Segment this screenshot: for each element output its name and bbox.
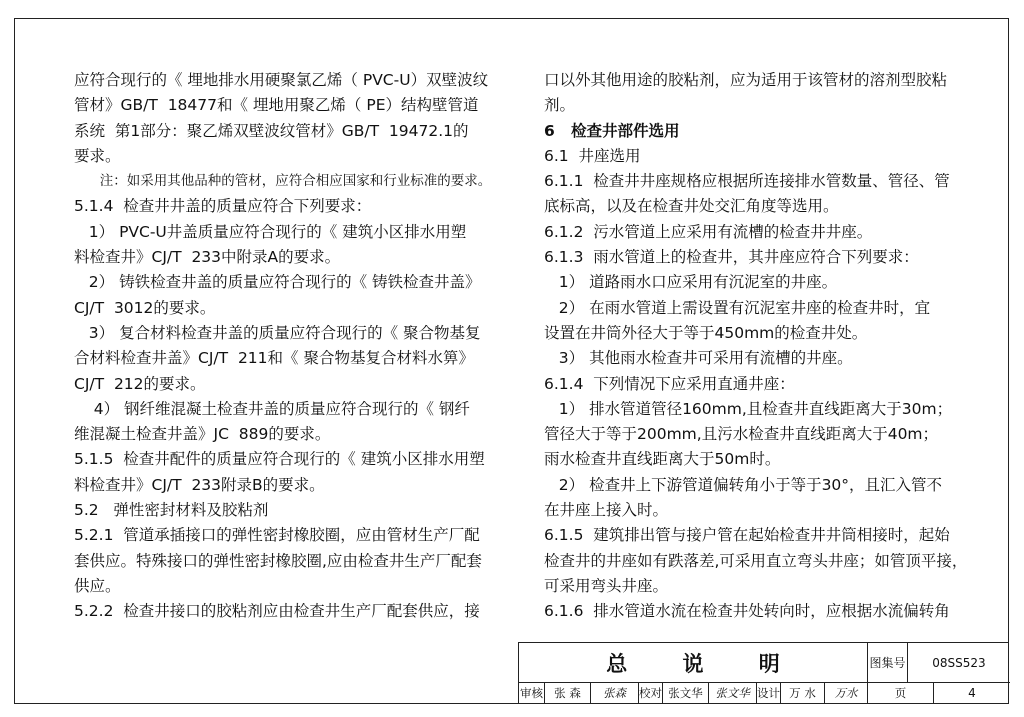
text-line: 雨水检查井直线距离大于50m时。 [544, 450, 781, 469]
text-line: 套供应。特殊接口的弹性密封橡胶圈,应由检查井生产厂配套 [74, 551, 482, 570]
text-line: 管径大于等于200mm,且污水检查井直线距离大于40m； [544, 425, 939, 444]
reviewer-signature: 张森 [591, 683, 639, 703]
text-line: 1） PVC-U井盖质量应符合现行的《 建筑小区排水用塑 [74, 222, 467, 241]
text-line: 应符合现行的《 埋地排水用硬聚氯乙烯（ PVC-U）双壁波纹 [74, 71, 489, 89]
drawing-title: 总 说 明 [519, 643, 868, 683]
note-line: 注：如采用其他品种的管材，应符合相应国家和行业标准的要求。 [74, 173, 492, 190]
text-line: 可采用弯头井座。 [544, 576, 669, 595]
page-number: 4 [968, 686, 976, 700]
page-label: 页 [868, 683, 934, 703]
text-line: 管材》GB/T 18477和《 埋地用聚乙烯（ PE）结构壁管道 [74, 96, 479, 115]
text-line: 3） 其他雨水检查井可采用有流槽的井座。 [544, 349, 853, 368]
text-line: CJ/T 3012的要求。 [74, 298, 216, 317]
text-line: CJ/T 212的要求。 [74, 374, 206, 393]
text-line: 6.1.5 建筑排出管与接户管在起始检查井井筒相接时，起始 [544, 526, 950, 545]
text-line: 5.2 弹性密封材料及胶粘剂 [74, 501, 269, 520]
text-line: 6.1 井座选用 [544, 146, 641, 165]
left-text-column [74, 68, 514, 625]
text-line: 1） 排水管道管径160mm,且检查井直线距离大于30m； [544, 399, 953, 418]
right-text-column [544, 68, 968, 625]
text-line: 6.1.3 雨水管道上的检查井，其井座应符合下列要求： [544, 248, 919, 267]
text-line: 设置在井筒外径大于等于450mm的检查井处。 [544, 323, 868, 342]
text-line: 5.1.5 检查井配件的质量应符合现行的《 建筑小区排水用塑 [74, 450, 485, 469]
designer-name: 万 水 [781, 683, 825, 703]
designer-signature: 万水 [825, 683, 868, 703]
title-block [518, 642, 1009, 704]
text-line: 底标高，以及在检查井处交汇角度等选用。 [544, 197, 839, 216]
text-line: 2） 在雨水管道上需设置有沉泥室井座的检查井时，宜 [544, 298, 931, 317]
text-line: 6.1.1 检查井井座规格应根据所连接排水管数量、管径、管 [544, 172, 950, 191]
checker-name: 张文华 [663, 683, 709, 703]
text-line: 供应。 [74, 576, 121, 595]
text-line: 2） 铸铁检查井盖的质量应符合现行的《 铸铁检查井盖》 [74, 273, 481, 292]
check-label: 校对 [639, 683, 663, 703]
text-line: 料检查井》CJ/T 233中附录A的要求。 [74, 248, 341, 267]
section-heading: 6 检查井部件选用 [544, 121, 680, 140]
text-line: 6.1.4 下列情况下应采用直通井座： [544, 374, 795, 393]
reviewer-name: 张 森 [545, 683, 591, 703]
text-line: 剂。 [544, 96, 576, 115]
text-line: 合材料检查井盖》CJ/T 211和《 聚合物基复合材料水箅》 [74, 349, 474, 368]
text-line: 6.1.6 排水管道水流在检查井处转向时，应根据水流偏转角 [544, 602, 950, 621]
text-line: 要求。 [74, 146, 121, 165]
text-line: 1） 道路雨水口应采用有沉泥室的井座。 [544, 273, 838, 292]
text-line: 料检查井》CJ/T 233附录B的要求。 [74, 475, 325, 494]
text-line: 5.1.4 检查井井盖的质量应符合下列要求： [74, 197, 372, 216]
atlas-number: 08SS523 [908, 643, 1010, 683]
review-label: 审核 [519, 683, 545, 703]
checker-signature: 张文华 [709, 683, 757, 703]
text-line: 检查井的井座如有跌落差,可采用直立弯头井座；如管顶平接， [544, 551, 968, 570]
text-line: 4） 钢纤维混凝土检查井盖的质量应符合现行的《 钢纤 [74, 399, 470, 418]
text-line: 系统 第1部分：聚乙烯双壁波纹管材》GB/T 19472.1的 [74, 121, 469, 140]
signature-row [519, 683, 934, 703]
text-line: 2） 检查井上下游管道偏转角小于等于30°，且汇入管不 [544, 475, 943, 494]
text-line: 维混凝土检查井盖》JC 889的要求。 [74, 425, 331, 444]
text-line: 口以外其他用途的胶粘剂，应为适用于该管材的溶剂型胶粘 [544, 71, 948, 89]
text-line: 在井座上接入时。 [544, 501, 669, 520]
text-line: 5.2.2 检查井接口的胶粘剂应由检查井生产厂配套供应，接 [74, 602, 480, 621]
atlas-number-label: 图集号 [868, 643, 908, 683]
text-line: 5.2.1 管道承插接口的弹性密封橡胶圈，应由管材生产厂配 [74, 526, 480, 545]
text-line: 3） 复合材料检查井盖的质量应符合现行的《 聚合物基复 [74, 323, 481, 342]
design-label: 设计 [757, 683, 781, 703]
text-line: 6.1.2 污水管道上应采用有流槽的检查井井座。 [544, 222, 873, 241]
